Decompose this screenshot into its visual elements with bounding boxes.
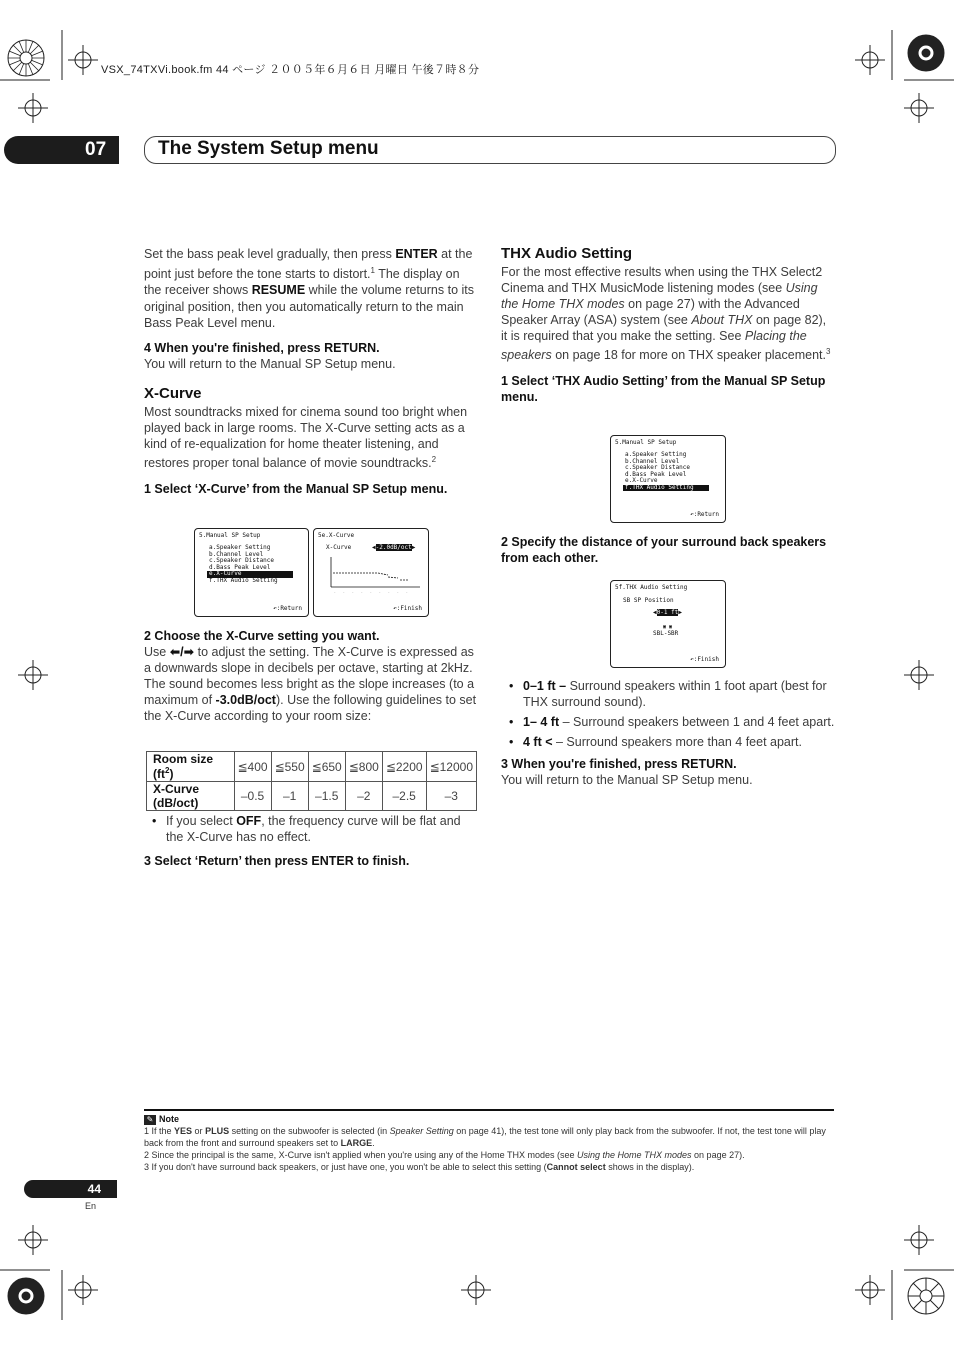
thx-heading: THX Audio Setting	[501, 245, 633, 262]
list-item: • 1– 4 ft – Surround speakers between 1 and 4 feet apart.	[501, 714, 835, 730]
thx-step-3-text: You will return to the Manual SP Setup menu.	[501, 773, 753, 787]
list-item: • 4 ft < – Surround speakers more than 4 feet apart.	[501, 734, 835, 750]
svg-text:·: ·	[334, 590, 336, 594]
osd-speakers-label: SBL-SBR	[653, 630, 679, 637]
svg-text:·: ·	[343, 590, 345, 594]
osd-menu-item: c.Speaker Distance	[625, 464, 691, 471]
osd-label: X-Curve	[326, 544, 352, 551]
thx-paragraph: For the most effective results when using the THX Select2 Cinema and THX MusicMode listening modes (see Using the Home THX modes on page 27) with the Advanced Speaker Array (ASA) system (see About THX on page 82), it is required that you make the setting. See Placing the speakers on page 18 for more on THX speaker placement.$^3$	[501, 265, 831, 363]
table-cell: ≦12000	[426, 752, 476, 782]
header-file-info: VSX_74TXVi.book.fm 44 ページ ２００５年６月６日 月曜日 午後７時８分	[101, 64, 480, 76]
osd-manual-sp-setup	[194, 528, 309, 617]
list-item: • If you select OFF, the frequency curve will be flat and the X-Curve has no effect.	[144, 813, 478, 845]
note-heading: ✎ Note	[144, 1113, 834, 1125]
xcurve-step-3: 3 Select ‘Return’ then press ENTER to finish.	[144, 854, 410, 868]
svg-text:·: ·	[352, 590, 354, 594]
osd-menu-item: a.Speaker Setting	[209, 544, 271, 551]
chapter-title: The System Setup menu	[158, 138, 379, 159]
table-cell: ≦2200	[382, 752, 426, 782]
xcurve-step-2-text: Use ⬅/➡ to adjust the setting. The X-Curve is expressed as a downwards slope in decibels per octave, starting at 2kHz. The sound becomes less bright as the slope increases (to a maximum of -3.0dB/oct). Use the following guidelines to set the X-Curve according to your room size:	[144, 645, 477, 723]
table-cell: –1	[271, 782, 308, 811]
xcurve-table	[146, 751, 477, 811]
osd-menu-list	[625, 452, 709, 491]
left-column-bottom	[144, 813, 478, 869]
svg-text:·: ·	[397, 590, 399, 594]
osd-menu-list	[209, 545, 293, 584]
osd-menu-item: d.Bass Peak Level	[625, 470, 687, 478]
xcurve-heading: X-Curve	[144, 384, 202, 402]
footnote-3: 3 If you don't have surround back speakers, or just have one, you won't be able to select this setting (Cannot select shows in the display).	[144, 1162, 695, 1172]
table-cell: ≦400	[234, 752, 271, 782]
osd-manual-sp-setup-thx	[610, 435, 726, 523]
table-cell: –2	[345, 782, 382, 811]
osd-footer: ↶:Return	[690, 510, 719, 518]
osd-menu-item: f.THX Audio Setting	[209, 576, 278, 584]
table-cell: ≦650	[308, 752, 345, 782]
thx-step-3: 3 When you're finished, press RETURN.	[501, 757, 737, 771]
table-row	[147, 752, 477, 782]
osd-footer: ↶:Return	[273, 604, 302, 612]
osd-menu-item: a.Speaker Setting	[625, 451, 687, 458]
table-cell: –3	[426, 782, 476, 811]
xcurve-paragraph: Most soundtracks mixed for cinema sound too bright when played back in large rooms. The X-Curve setting acts as a kind of re-equalization for home theater listening, and restores proper tonal balance of movie soundtracks.$^2$	[144, 404, 468, 470]
table-cell: –0.5	[234, 782, 271, 811]
osd-value-selector: ◀-2.0dB/oct▶	[372, 544, 416, 551]
thx-step-2: 2 Specify the distance of your surround back speakers from each other.	[501, 535, 827, 565]
osd-menu-item: b.Channel Level	[209, 550, 264, 558]
intro-paragraph: Set the bass peak level gradually, then press ENTER at the point just before the tone starts to distort.$^1$ The display on the receiver shows RESUME while the volume returns to its original position, then you automatically return to the main Bass Peak Level menu.	[144, 247, 474, 331]
table-cell: ≦550	[271, 752, 308, 782]
page-number: 44	[87, 1182, 101, 1196]
step-4-heading: 4 When you're finished, press RETURN.	[144, 340, 380, 355]
osd-menu-item: d.Bass Peak Level	[209, 563, 271, 571]
osd-label: SB SP Position	[623, 597, 674, 604]
osd-title: 5.Manual SP Setup	[615, 439, 677, 446]
osd-menu-item-selected: e.X-Curve	[207, 571, 293, 578]
list-item: • 0–1 ft – Surround speakers within 1 foot apart (best for THX surround sound).	[501, 678, 835, 710]
page-language: En	[85, 1201, 97, 1211]
osd-menu-item: b.Channel Level	[625, 457, 680, 465]
footnote-1: 1 If the YES or PLUS setting on the subwoofer is selected (in Speaker Setting on page 41), the test tone will only play back from the subwoofer. If not, the test tone will play back from the front and surround speakers set to LARGE.	[144, 1126, 826, 1148]
table-cell: –1.5	[308, 782, 345, 811]
speaker-icon: ▣ ▣	[663, 624, 673, 630]
footnote-2: 2 Since the principal is the same, X-Curve isn't applied when you're using any of the Home THX modes (see Using the Home THX modes on page 27).	[144, 1150, 745, 1160]
note-icon: ✎	[144, 1115, 156, 1125]
xcurve-step-2: 2 Choose the X-Curve setting you want.	[144, 629, 380, 643]
right-column-lower	[501, 678, 835, 788]
svg-text:·: ·	[370, 590, 372, 594]
osd-value-selector: ◀0-1 ft▶	[653, 609, 682, 616]
osd-xcurve	[313, 528, 429, 617]
osd-footer: ↶:Finish	[690, 655, 719, 663]
osd-title: 5e.X-Curve	[318, 532, 355, 539]
table-header-xcurve: X-Curve (dB/oct)	[147, 782, 235, 811]
table-row	[147, 782, 477, 811]
distance-bullet-list	[501, 678, 835, 750]
osd-menu-item-selected: f.THX Audio Setting	[623, 485, 709, 492]
table-cell: –2.5	[382, 782, 426, 811]
osd-title: 5f.THX Audio Setting	[615, 584, 688, 591]
thx-step-1: 1 Select ‘THX Audio Setting’ from the Manual SP Setup menu.	[501, 374, 826, 405]
right-column	[501, 246, 835, 405]
step-4-text: You will return to the Manual SP Setup menu.	[144, 356, 396, 371]
osd-footer: ↶:Finish	[393, 604, 422, 612]
off-bullet-list	[144, 813, 478, 845]
chapter-number: 07	[85, 139, 107, 160]
osd-menu-item: c.Speaker Distance	[209, 557, 275, 564]
osd-title: 5.Manual SP Setup	[199, 532, 261, 539]
osd-thx-audio-setting	[610, 580, 726, 668]
right-column-step2	[501, 534, 835, 566]
left-column	[144, 246, 478, 497]
osd-curve-graph	[328, 555, 422, 595]
footnotes	[144, 1113, 834, 1173]
osd-menu-item: e.X-Curve	[625, 477, 658, 484]
svg-text:·: ·	[379, 590, 381, 594]
svg-text:·: ·	[388, 590, 390, 594]
svg-text:·: ·	[361, 590, 363, 594]
note-divider	[144, 1109, 834, 1111]
xcurve-step-1: 1 Select ‘X-Curve’ from the Manual SP Setup menu.	[144, 481, 448, 496]
left-column-lower	[144, 628, 478, 724]
table-cell: ≦800	[345, 752, 382, 782]
table-header-room-size: Room size $(ft^2)$	[147, 752, 235, 782]
svg-text:·: ·	[406, 590, 408, 594]
